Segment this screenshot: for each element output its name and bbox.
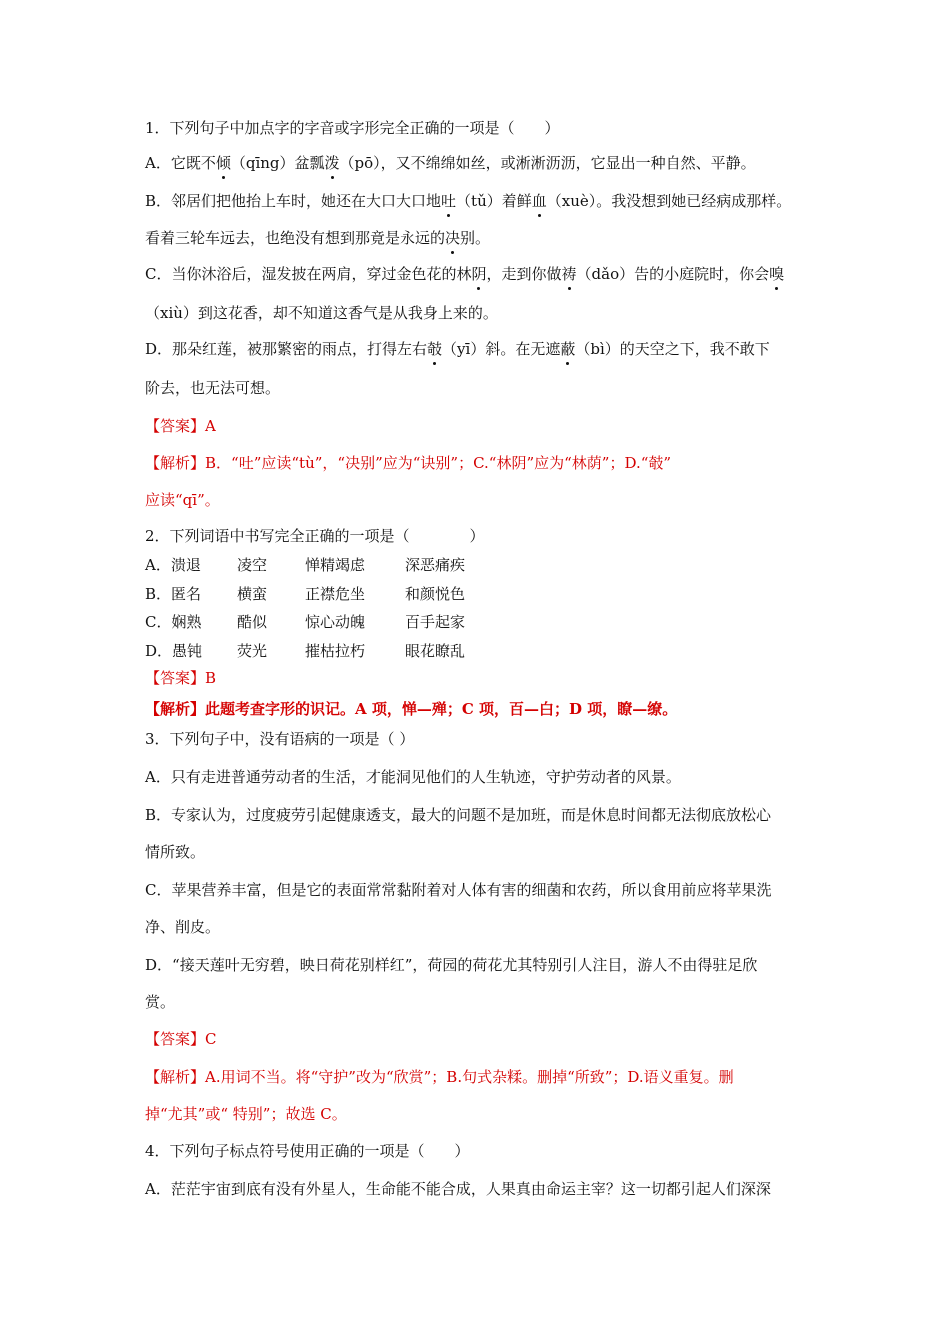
q3-option-b-line2: 情所致。	[145, 843, 206, 861]
option-word: 惮精竭虑	[305, 556, 366, 574]
dotted-char: 嗅	[769, 265, 785, 283]
q1-stem: 1．下列句子中加点字的字音或字形完全正确的一项是（ ）	[145, 119, 560, 137]
q4-stem: 4．下列句子标点符号使用正确的一项是（ ）	[145, 1142, 470, 1160]
answer-label: 【答案】	[145, 1030, 206, 1048]
analysis-label: 【解析】	[145, 700, 206, 718]
q2-answer	[145, 668, 216, 688]
q2-stem: 2．下列词语中书写完全正确的一项是（ ）	[145, 527, 485, 545]
answer-label: 【答案】	[145, 417, 206, 435]
dotted-char: 阴	[471, 265, 487, 283]
q3-analysis-line1	[145, 1067, 734, 1087]
q1-analysis-line1	[145, 453, 671, 473]
q1-analysis-line2: 应读“qī”。	[145, 491, 220, 509]
text: （dǎo）告的小庭院时，你会	[576, 265, 770, 283]
text: （yī）斜。在无遮	[442, 340, 561, 358]
analysis-text: 此题考查字形的识记。A 项，惮—殚；C 项，百—白；D 项，瞭—缭。	[205, 700, 678, 718]
q1-option-d-line2: 阶去，也无法可想。	[145, 379, 281, 397]
q1-option-d-line1	[145, 339, 770, 359]
text: B．邻居们把他抬上车时，她还在大口大口地	[145, 192, 442, 210]
option-word: 和颜悦色	[405, 585, 466, 603]
answer-label: 【答案】	[145, 669, 206, 687]
analysis-label: 【解析】	[145, 1068, 206, 1086]
dotted-char: 祷	[561, 265, 577, 283]
dotted-char: 决	[445, 229, 461, 247]
text: C．当你沐浴后，湿发披在两肩，穿过金色花的林	[145, 265, 472, 283]
q1-option-b-line2	[145, 228, 490, 248]
dotted-char: 血	[531, 192, 547, 210]
option-word: 横蛮	[237, 585, 268, 603]
q3-option-b-line1: B．专家认为，过度疲劳引起健康透支，最大的问题不是加班，而是休息时间都无法彻底放松心	[145, 806, 772, 824]
q1-answer	[145, 416, 216, 436]
text: D．那朵红莲，被那繁密的雨点，打得左右	[145, 340, 428, 358]
answer-value: B	[205, 669, 217, 687]
option-word: 正襟危坐	[305, 585, 366, 603]
option-word: 摧枯拉朽	[305, 642, 366, 660]
q3-answer	[145, 1029, 217, 1049]
q3-analysis-line2: 掉“尤其”或“ 特别”；故选 C。	[145, 1105, 347, 1123]
q3-option-d-line1: D．“接天莲叶无穷碧，映日荷花别样红”，荷园的荷花尤其特别引人注目，游人不由得驻足欣	[145, 956, 758, 974]
q1-option-c-line2: （xiù）到这花香，却不知道这香气是从我身上来的。	[145, 304, 498, 322]
dotted-char: 攲	[427, 340, 443, 358]
option-word: 惊心动魄	[305, 613, 366, 631]
text: 看着三轮车远去，也绝没有想到那竟是永远的	[145, 229, 446, 247]
option-word: 荧光	[237, 642, 268, 660]
dotted-char: 泼	[324, 154, 340, 172]
analysis-text: A.用词不当。将“守护”改为“欣赏”；B.句式杂糅。删掉“所致”；D.语义重复。删	[205, 1068, 734, 1086]
text: （qīng）盆瓢	[230, 154, 325, 172]
q1-option-b-line1	[145, 191, 791, 211]
option-word: 深恶痛疾	[405, 556, 466, 574]
dotted-char: 吐	[441, 192, 457, 210]
q1-option-a	[145, 153, 756, 173]
option-label: A．溃退	[145, 556, 201, 574]
option-word: 凌空	[237, 556, 268, 574]
q4-option-a-line1: A．茫茫宇宙到底有没有外星人，生命能不能合成，人果真由命运主宰？这一切都引起人们深深	[145, 1180, 771, 1198]
q3-option-d-line2: 赏。	[145, 993, 176, 1011]
dotted-char: 蔽	[560, 340, 576, 358]
text: 别。	[460, 229, 491, 247]
option-label: B．匿名	[145, 585, 202, 603]
q2-analysis	[145, 699, 677, 719]
q3-option-c-line1: C．苹果营养丰富，但是它的表面常常黏附着对人体有害的细菌和农药，所以食用前应将苹果洗	[145, 881, 772, 899]
answer-value: C	[205, 1030, 217, 1048]
q3-option-c-line2: 净、削皮。	[145, 918, 221, 936]
dotted-char: 倾	[215, 154, 231, 172]
q1-option-c-line1	[145, 264, 784, 284]
option-label: D．愚钝	[145, 642, 203, 660]
option-word: 百手起家	[405, 613, 466, 631]
text: （xuè）。我没想到她已经病成那样。	[546, 192, 792, 210]
text: （tǔ）着鲜	[456, 192, 532, 210]
option-word: 眼花瞭乱	[405, 642, 466, 660]
text: （bì）的天空之下，我不敢下	[575, 340, 770, 358]
option-label: C．娴熟	[145, 613, 202, 631]
answer-value: A	[205, 417, 216, 435]
q3-option-a: A．只有走进普通劳动者的生活，才能洞见他们的人生轨迹，守护劳动者的风景。	[145, 768, 681, 786]
q3-stem: 3．下列句子中，没有语病的一项是（ ）	[145, 730, 415, 748]
analysis-text: B．“吐”应读“tù”，“决别”应为“诀别”；C.“林阴”应为“林荫”；D.“攲”	[205, 454, 672, 472]
option-word: 酷似	[237, 613, 268, 631]
text: A．它既不	[145, 154, 216, 172]
text: （pō），又不绵绵如丝，或淅淅沥沥，它显出一种自然、平静。	[339, 154, 756, 172]
text: ，走到你做	[486, 265, 562, 283]
analysis-label: 【解析】	[145, 454, 206, 472]
